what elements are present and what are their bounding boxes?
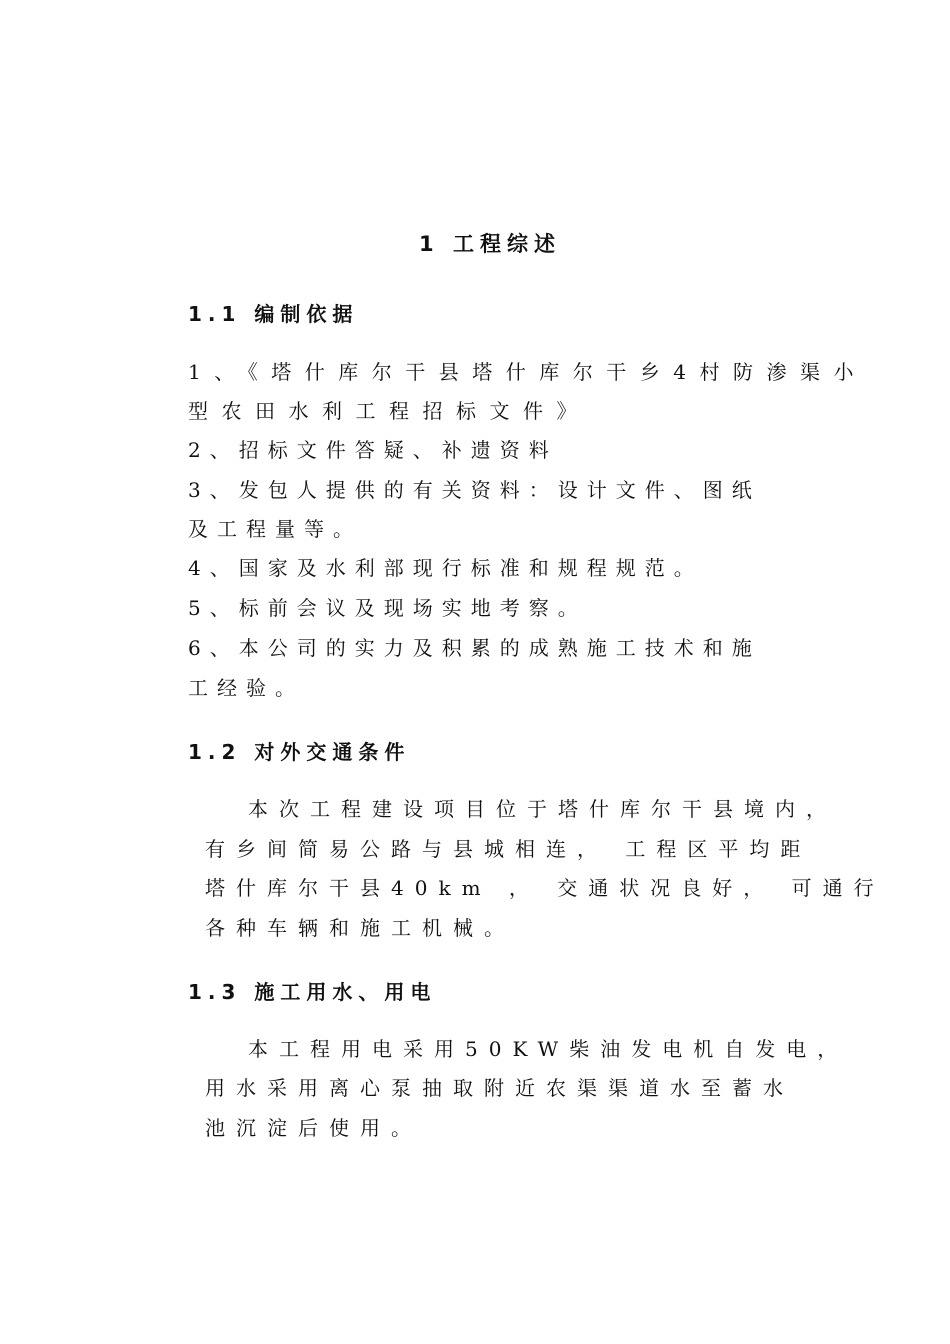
traffic-line-1: 本次工程建设项目位于塔什库尔干县境内， (248, 797, 837, 821)
section-heading-basis: 1.1 编制依据 (188, 302, 359, 326)
traffic-line-2: 有乡间简易公路与县城相连， 工程区平均距 (205, 837, 812, 861)
basis-line-7: 5、标前会议及现场实地考察。 (188, 596, 587, 620)
basis-line-8: 6、本公司的实力及积累的成熟施工技术和施 (188, 636, 761, 660)
basis-line-6: 4、国家及水利部现行标准和规程规范。 (188, 556, 703, 580)
basis-line-1: 1、《塔什库尔干县塔什库尔干乡4村防渗渠小 (188, 360, 867, 384)
basis-line-2: 型农田水利工程招标文件》 (188, 399, 590, 423)
basis-line-3: 2、招标文件答疑、补遗资料 (188, 438, 558, 462)
basis-line-4: 3、发包人提供的有关资料：设计文件、图纸 (188, 478, 761, 502)
section-heading-traffic: 1.2 对外交通条件 (188, 740, 411, 764)
traffic-line-4: 各种车辆和施工机械。 (205, 916, 515, 940)
page-title: 1 工程综述 (419, 232, 561, 256)
water-power-line-1: 本工程用电采用50KW柴油发电机自发电， (248, 1037, 849, 1061)
traffic-line-3: 塔什库尔干县40km ， 交通状况良好， 可通行 (205, 876, 885, 900)
basis-line-5: 及工程量等。 (188, 517, 362, 541)
water-power-line-2: 用水采用离心泵抽取附近农渠渠道水至蓄水 (205, 1076, 794, 1100)
water-power-line-3: 池沉淀后使用。 (205, 1116, 422, 1140)
section-heading-water-power: 1.3 施工用水、用电 (188, 980, 437, 1004)
basis-line-9: 工经验。 (188, 676, 304, 700)
